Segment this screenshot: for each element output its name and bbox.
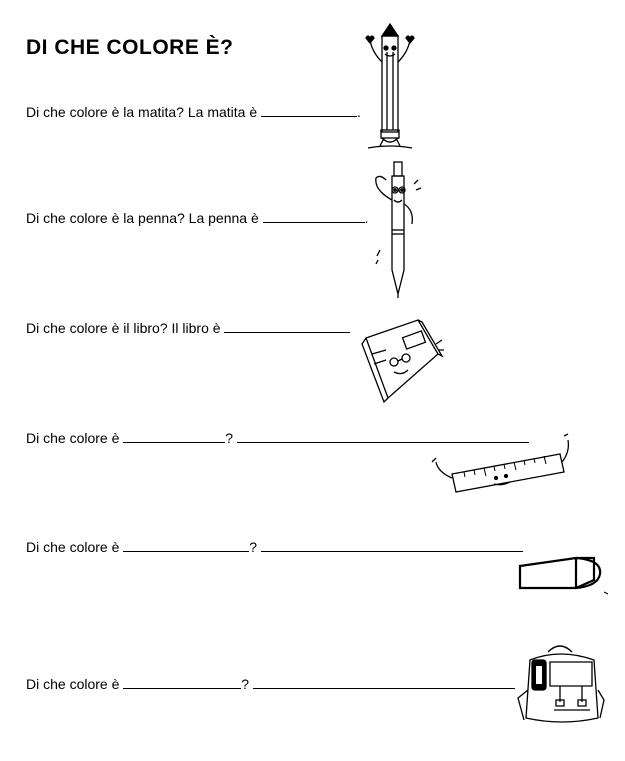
question-mark: ? bbox=[249, 539, 258, 555]
question-pen bbox=[26, 210, 369, 226]
book-icon bbox=[358, 314, 448, 404]
question-suffix: . bbox=[364, 210, 369, 226]
question-text: Di che colore è bbox=[26, 539, 120, 555]
pencil-icon bbox=[360, 22, 420, 152]
question-suffix: . bbox=[357, 104, 361, 120]
pen-icon bbox=[368, 160, 428, 300]
object-blank[interactable] bbox=[123, 539, 249, 552]
object-blank[interactable] bbox=[123, 676, 241, 689]
question-text: Di che colore è il libro? Il libro è bbox=[26, 320, 221, 336]
eraser-icon bbox=[516, 552, 612, 598]
question-backpack bbox=[26, 676, 515, 692]
backpack-icon bbox=[514, 640, 606, 726]
question-text: Di che colore è bbox=[26, 430, 120, 446]
answer-blank[interactable] bbox=[261, 539, 523, 552]
answer-blank[interactable] bbox=[224, 320, 350, 333]
object-blank[interactable] bbox=[123, 430, 225, 443]
answer-blank[interactable] bbox=[253, 676, 515, 689]
question-mark: ? bbox=[241, 676, 250, 692]
answer-blank[interactable] bbox=[263, 210, 365, 223]
question-text: Di che colore è la matita? La matita è bbox=[26, 104, 258, 120]
question-text: Di che colore è la penna? La penna è bbox=[26, 210, 259, 226]
page-title: DI CHE COLORE È? bbox=[26, 36, 234, 59]
question-pencil bbox=[26, 104, 361, 120]
question-book bbox=[26, 320, 350, 336]
question-eraser bbox=[26, 539, 523, 555]
question-text: Di che colore è bbox=[26, 676, 120, 692]
ruler-icon bbox=[430, 432, 576, 496]
answer-blank[interactable] bbox=[261, 104, 357, 117]
question-mark: ? bbox=[225, 430, 234, 446]
